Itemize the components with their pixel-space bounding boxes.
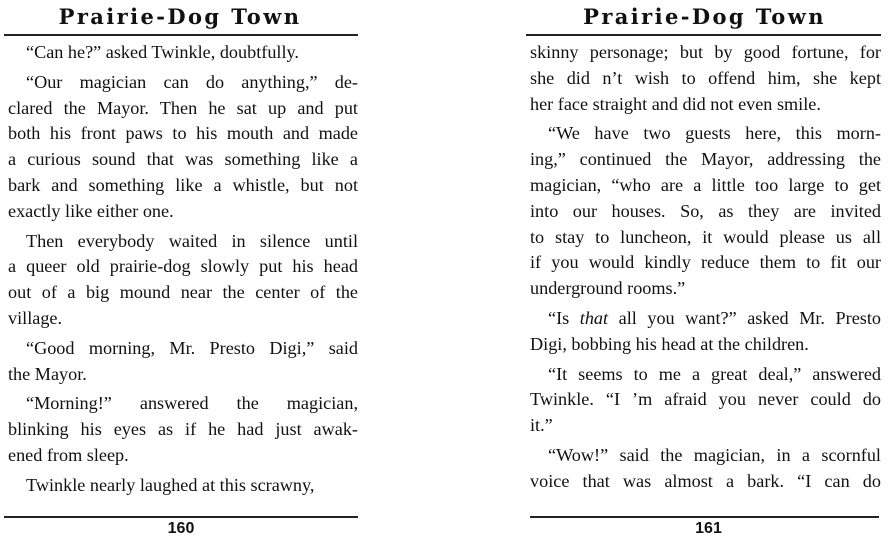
- text-line: ened from sleep.: [8, 444, 129, 465]
- text-line: both his front paws to his mouth and made: [8, 123, 358, 144]
- text-line: underground rooms.”: [530, 278, 686, 299]
- text-line: “Good morning, Mr. Presto Digi,” said: [26, 337, 358, 358]
- text-line: Then everybody waited in silence until: [26, 230, 358, 251]
- paragraph: [8, 336, 358, 388]
- text-line: skinny personage; but by good fortune, for: [530, 42, 881, 62]
- text-line: [530, 306, 881, 332]
- text-line: if you would kindly reduce them to fit our: [530, 252, 881, 273]
- text-line: voice that was almost a bark. “I can do: [530, 470, 881, 491]
- paragraph: [8, 229, 358, 332]
- header-rule: [4, 34, 358, 36]
- text-line: Twinkle. “I ’m afraid you never could do: [530, 389, 881, 410]
- paragraph: [530, 362, 881, 439]
- page-number: 161: [695, 520, 722, 537]
- text-line: “It seems to me a great deal,” answered: [548, 363, 881, 384]
- text-line: a curious sound that was something like a: [8, 149, 358, 170]
- paragraph: [530, 443, 881, 495]
- footer-rule: [4, 516, 358, 518]
- text-line: it.”: [530, 415, 553, 436]
- paragraph: [8, 391, 358, 468]
- text-line: bark and something like a whistle, but not: [8, 174, 358, 195]
- text-line: into our houses. So, as they are invited: [530, 200, 881, 221]
- page-number: 160: [167, 520, 195, 537]
- paragraph: [530, 306, 881, 358]
- text-line: to stay to luncheon, it would please us all: [530, 226, 881, 247]
- text-line: she did n’t wish to offend him, she kept: [530, 67, 881, 88]
- text-run: all you want?” asked Mr. Presto: [608, 307, 881, 328]
- text-line: “Morning!” answered the magician,: [26, 393, 358, 414]
- text-line: clared the Mayor. Then he sat up and put: [8, 97, 358, 118]
- page-text: [530, 40, 881, 499]
- text-line: the Mayor.: [8, 363, 87, 384]
- paragraph: [8, 70, 358, 225]
- running-header: Prairie-Dog Town: [58, 4, 302, 29]
- text-line: out of a big mound near the center of the: [8, 282, 358, 303]
- page-text: [8, 40, 358, 503]
- text-line: “We have two guests here, this morn-: [548, 123, 881, 144]
- running-header: Prairie-Dog Town: [583, 4, 826, 29]
- text-line: Twinkle nearly laughed at this scrawny,: [26, 474, 315, 495]
- text-run: “Is: [548, 307, 580, 328]
- text-line: Digi, bobbing his head at the children.: [530, 333, 809, 354]
- text-line: ing,” continued the Mayor, addressing the: [530, 149, 881, 170]
- text-line: village.: [8, 307, 63, 328]
- header-rule: [526, 34, 881, 36]
- text-line: blinking his eyes as if he had just awak-: [8, 419, 358, 440]
- text-line: exactly like either one.: [8, 200, 174, 221]
- text-line: magician, “who are a little too large to get: [530, 174, 881, 195]
- text-line: “Can he?” asked Twinkle, doubtfully.: [26, 42, 299, 62]
- footer-rule: [530, 516, 879, 518]
- emphasized-word: that: [579, 307, 609, 328]
- text-line: a queer old prairie-dog slowly put his head: [8, 256, 358, 277]
- text-line: “Our magician can do anything,” de-: [26, 71, 358, 92]
- paragraph: [8, 473, 358, 499]
- text-line: “Wow!” said the magician, in a scornful: [548, 444, 881, 465]
- right-page: [526, 0, 891, 542]
- paragraph: [530, 121, 881, 302]
- text-line: her face straight and did not even smile.: [530, 93, 821, 114]
- paragraph: [8, 40, 358, 66]
- paragraph: [530, 40, 881, 117]
- left-page: [0, 0, 362, 542]
